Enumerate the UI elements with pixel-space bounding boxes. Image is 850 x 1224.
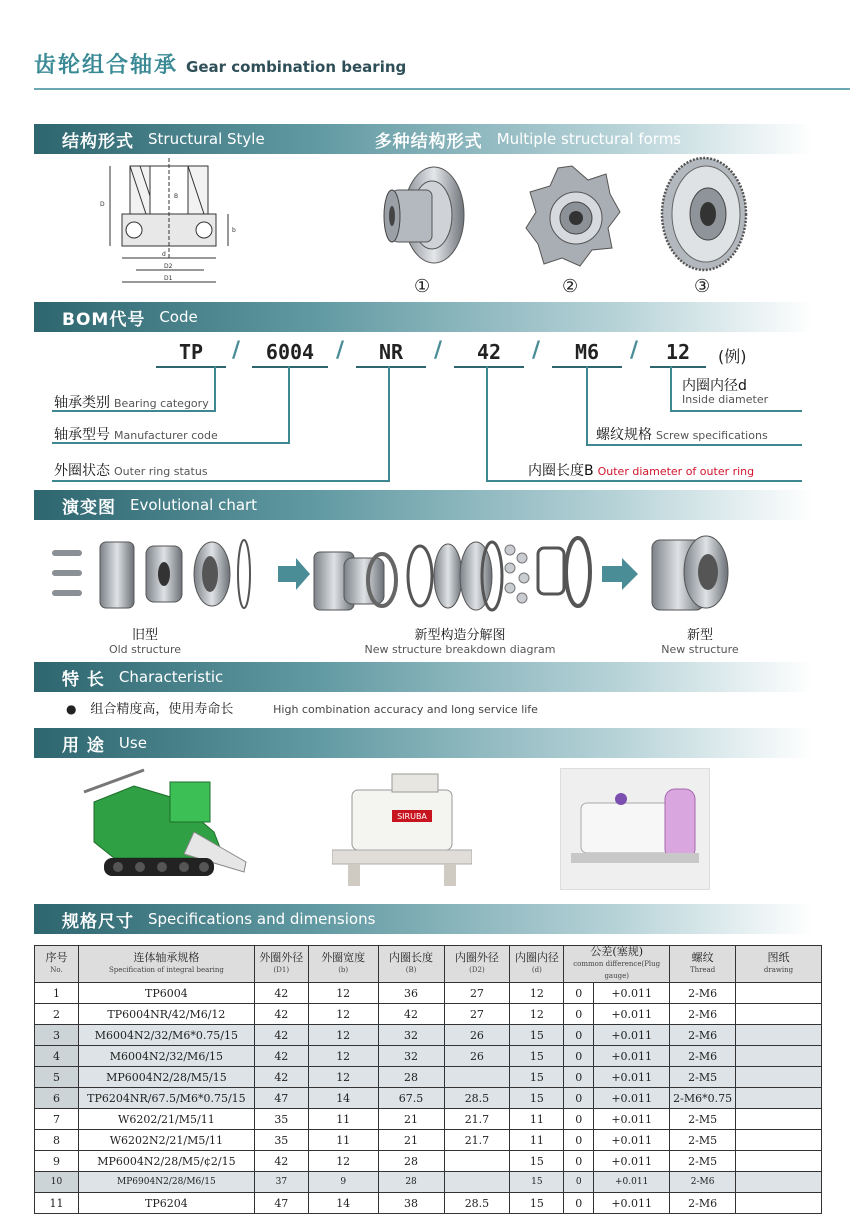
form-2-sprocket-bearing-image — [522, 160, 622, 270]
code-label-category: 轴承类别 Bearing category — [54, 395, 209, 411]
table-cell: 15 — [510, 1193, 564, 1214]
feature-item — [66, 698, 538, 717]
table-cell: 0 — [564, 1067, 594, 1088]
table-cell: 10 — [35, 1172, 79, 1193]
table-cell — [736, 983, 822, 1004]
header-specification: 连体轴承规格 Specification of integral bearing — [78, 946, 254, 983]
table-cell: 0 — [564, 1172, 594, 1193]
code-slash-2: / — [336, 338, 345, 363]
table-cell: 21.7 — [444, 1130, 510, 1151]
band-bom-cn: BOM代号 — [62, 309, 146, 330]
connector-model-v — [288, 366, 290, 444]
table-cell: 28.5 — [444, 1088, 510, 1109]
form-3-gear-wheel-image — [660, 156, 750, 274]
table-cell: 5 — [35, 1067, 79, 1088]
table-cell: 15 — [510, 1151, 564, 1172]
table-cell: 28 — [378, 1151, 444, 1172]
table-row — [35, 1046, 822, 1067]
use-overlock-machine-image — [332, 770, 472, 888]
evolution-new-caption: 新型 New structure — [661, 628, 739, 656]
connector-diameter-h — [670, 410, 802, 412]
form-1-number: ① — [414, 276, 431, 297]
table-cell: 2-M6*0.75 — [670, 1088, 736, 1109]
table-cell: 12 — [308, 1067, 378, 1088]
table-cell: 12 — [308, 1025, 378, 1046]
band-spec-en: Specifications and dimensions — [148, 910, 376, 928]
table-cell: 15 — [510, 1088, 564, 1109]
connector-inner-length-v — [486, 366, 488, 482]
table-cell: 26 — [444, 1025, 510, 1046]
band-spec-cn: 规格尺寸 — [62, 911, 134, 932]
table-cell: 12 — [308, 1151, 378, 1172]
table-cell: W6202/21/M5/11 — [78, 1109, 254, 1130]
spec-table — [34, 945, 822, 1214]
table-cell: 14 — [308, 1088, 378, 1109]
table-cell: 42 — [378, 1004, 444, 1025]
header-tolerance: 公差(塞规) common difference(Plug gauge) — [564, 946, 670, 983]
section-band-evolution — [34, 490, 814, 520]
table-cell — [736, 1130, 822, 1151]
feature-en: High combination accuracy and long service life — [273, 703, 538, 716]
table-cell: 36 — [378, 983, 444, 1004]
spec-table-header — [35, 946, 822, 983]
table-cell: 8 — [35, 1130, 79, 1151]
section-band-bom — [34, 302, 814, 332]
table-cell: 0 — [564, 983, 594, 1004]
table-cell: 2-M5 — [670, 1151, 736, 1172]
table-cell: +0.011 — [594, 1130, 670, 1151]
table-cell: 4 — [35, 1046, 79, 1067]
header-B: 内圈长度 (B) — [378, 946, 444, 983]
table-cell — [736, 1067, 822, 1088]
code-slash-1: / — [232, 338, 241, 363]
table-cell: 2-M6 — [670, 1193, 736, 1214]
table-cell: 35 — [254, 1130, 308, 1151]
cross-section-drawing — [92, 158, 242, 298]
table-cell: 2-M5 — [670, 1130, 736, 1151]
table-cell: 0 — [564, 1193, 594, 1214]
header-thread: 螺纹 Thread — [670, 946, 736, 983]
table-row — [35, 983, 822, 1004]
header-d1: 外圈外径 (D1) — [254, 946, 308, 983]
code-slash-3: / — [434, 338, 443, 363]
table-cell: 6 — [35, 1088, 79, 1109]
table-cell — [736, 1046, 822, 1067]
table-cell: 21 — [378, 1130, 444, 1151]
code-slash-5: / — [630, 338, 639, 363]
header-d2: 内圈外径 (D2) — [444, 946, 510, 983]
table-cell — [736, 1025, 822, 1046]
table-cell: 21 — [378, 1109, 444, 1130]
section-band-specifications — [34, 904, 814, 934]
dim-label-B: B — [174, 193, 179, 200]
table-cell: 15 — [510, 1067, 564, 1088]
band-use-cn: 用 途 — [62, 735, 105, 756]
table-cell — [736, 1088, 822, 1109]
table-cell: 12 — [510, 983, 564, 1004]
table-cell: 2-M6 — [670, 1172, 736, 1193]
table-cell: 42 — [254, 1025, 308, 1046]
table-cell: 2-M5 — [670, 1067, 736, 1088]
table-cell: 11 — [510, 1130, 564, 1151]
table-cell: 15 — [510, 1025, 564, 1046]
connector-inner-length-h — [486, 480, 802, 482]
use-harvester-image — [74, 762, 250, 888]
header-no: 序号 No. — [35, 946, 79, 983]
table-cell: M6004N2/32/M6/15 — [78, 1046, 254, 1067]
table-cell: 2-M6 — [670, 1004, 736, 1025]
table-cell: 47 — [254, 1088, 308, 1109]
table-cell — [444, 1172, 510, 1193]
table-cell — [444, 1151, 510, 1172]
feature-bullet: ● — [66, 702, 77, 716]
table-cell: MP6004N2/28/M5/¢2/15 — [78, 1151, 254, 1172]
evolution-breakdown-caption: 新型构造分解图 New structure breakdown diagram — [364, 628, 556, 656]
connector-outer-h — [52, 480, 390, 482]
table-cell — [736, 1151, 822, 1172]
table-cell: 28 — [378, 1067, 444, 1088]
table-cell: 21.7 — [444, 1109, 510, 1130]
table-cell: 42 — [254, 1067, 308, 1088]
table-cell: 32 — [378, 1025, 444, 1046]
table-cell: 2-M6 — [670, 1025, 736, 1046]
table-cell: MP6904N2/28/M6/15 — [78, 1172, 254, 1193]
table-cell: 42 — [254, 1151, 308, 1172]
table-cell: 0 — [564, 1151, 594, 1172]
table-cell: 12 — [308, 1046, 378, 1067]
table-cell — [736, 1193, 822, 1214]
code-label-inner-diameter: 内圈内径d Inside diameter — [682, 378, 769, 406]
table-cell: 2-M6 — [670, 983, 736, 1004]
code-label-inner-length: 内圈长度B Outer diameter of outer ring — [528, 463, 755, 479]
form-3-number: ③ — [694, 276, 711, 297]
table-cell: 9 — [308, 1172, 378, 1193]
table-cell: 12 — [510, 1004, 564, 1025]
table-cell: +0.011 — [594, 1151, 670, 1172]
table-cell: TP6004NR/42/M6/12 — [78, 1004, 254, 1025]
table-cell: 42 — [254, 1046, 308, 1067]
table-cell: 0 — [564, 1025, 594, 1046]
header-drawing: 图纸 drawing — [736, 946, 822, 983]
table-cell: 27 — [444, 1004, 510, 1025]
table-row — [35, 1067, 822, 1088]
evolution-chart-illustration — [48, 528, 768, 620]
table-cell: +0.011 — [594, 1172, 670, 1193]
table-cell: 27 — [444, 983, 510, 1004]
connector-thread-v — [586, 366, 588, 446]
table-row — [35, 1109, 822, 1130]
table-cell: 3 — [35, 1025, 79, 1046]
table-cell: 37 — [254, 1172, 308, 1193]
band-evolution-cn: 演变图 — [62, 497, 116, 518]
table-cell: 42 — [254, 1004, 308, 1025]
use-industrial-sewing-photo — [560, 768, 710, 890]
page-title — [34, 48, 406, 79]
code-label-outer-ring: 外圈状态 Outer ring status — [54, 463, 208, 479]
table-row — [35, 1130, 822, 1151]
table-cell: +0.011 — [594, 1046, 670, 1067]
section-band-use — [34, 728, 814, 758]
table-cell: 32 — [378, 1046, 444, 1067]
table-cell — [444, 1067, 510, 1088]
table-cell: 11 — [308, 1130, 378, 1151]
table-cell: +0.011 — [594, 1088, 670, 1109]
code-example-mark: (例) — [718, 347, 747, 366]
table-row — [35, 1151, 822, 1172]
table-cell: MP6004N2/28/M5/15 — [78, 1067, 254, 1088]
table-row — [35, 1025, 822, 1046]
table-cell: 0 — [564, 1004, 594, 1025]
table-cell: 0 — [564, 1088, 594, 1109]
table-cell: +0.011 — [594, 983, 670, 1004]
table-row — [35, 1004, 822, 1025]
band-feature-en: Characteristic — [118, 668, 224, 686]
table-cell: 11 — [35, 1193, 79, 1214]
table-cell: +0.011 — [594, 1067, 670, 1088]
table-cell — [736, 1004, 822, 1025]
dim-label-D1: D1 — [164, 275, 173, 282]
table-cell: TP6004 — [78, 983, 254, 1004]
code-part-outer-ring: NR — [356, 340, 426, 368]
table-cell: 11 — [510, 1109, 564, 1130]
table-cell: 67.5 — [378, 1088, 444, 1109]
code-part-thread: M6 — [552, 340, 622, 368]
table-cell: 12 — [308, 1004, 378, 1025]
table-cell: 2-M5 — [670, 1109, 736, 1130]
table-cell — [736, 1109, 822, 1130]
code-part-model: 6004 — [252, 340, 328, 368]
table-cell: 15 — [510, 1172, 564, 1193]
table-cell: 9 — [35, 1151, 79, 1172]
table-cell: 47 — [254, 1193, 308, 1214]
header-d: 内圈内径 (d) — [510, 946, 564, 983]
code-part-category: TP — [156, 340, 226, 368]
band-evolution-en: Evolutional chart — [130, 496, 258, 514]
dim-label-b: b — [232, 227, 236, 234]
table-row — [35, 1088, 822, 1109]
code-label-thread: 螺纹规格 Screw specifications — [596, 427, 768, 443]
table-cell: 26 — [444, 1046, 510, 1067]
table-cell: 7 — [35, 1109, 79, 1130]
header-b: 外圈宽度 (b) — [308, 946, 378, 983]
table-cell: 0 — [564, 1046, 594, 1067]
page-title-en: Gear combination bearing — [186, 58, 407, 76]
code-slash-4: / — [532, 338, 541, 363]
table-cell: +0.011 — [594, 1109, 670, 1130]
code-label-model: 轴承型号 Manufacturer code — [54, 427, 218, 443]
table-row — [35, 1172, 822, 1193]
form-2-number: ② — [562, 276, 579, 297]
band-structural-en: Structural Style — [148, 130, 265, 148]
table-cell: 14 — [308, 1193, 378, 1214]
form-1-gear-bearing-image — [374, 160, 474, 270]
table-cell: M6004N2/32/M6*0.75/15 — [78, 1025, 254, 1046]
table-cell: 2 — [35, 1004, 79, 1025]
section-band-structural — [34, 124, 814, 154]
table-cell: +0.011 — [594, 1025, 670, 1046]
table-cell: 28.5 — [444, 1193, 510, 1214]
connector-thread-h — [586, 444, 802, 446]
table-cell: TP6204 — [78, 1193, 254, 1214]
table-cell: +0.011 — [594, 1193, 670, 1214]
table-row — [35, 1193, 822, 1214]
table-cell: TP6204NR/67.5/M6*0.75/15 — [78, 1088, 254, 1109]
dim-label-d: d — [162, 251, 166, 258]
dim-label-D: D — [100, 201, 105, 208]
connector-outer-v — [388, 366, 390, 482]
band-bom-en: Code — [159, 308, 198, 326]
table-cell: 38 — [378, 1193, 444, 1214]
page-title-cn: 齿轮组合轴承 — [34, 53, 179, 78]
table-cell: 1 — [35, 983, 79, 1004]
title-divider — [34, 88, 850, 90]
table-cell: W6202N2/21/M5/11 — [78, 1130, 254, 1151]
table-cell: 15 — [510, 1046, 564, 1067]
section-band-characteristic — [34, 662, 814, 692]
table-cell: 11 — [308, 1109, 378, 1130]
table-cell: 0 — [564, 1109, 594, 1130]
table-cell: 2-M6 — [670, 1046, 736, 1067]
connector-category-v — [214, 366, 216, 412]
table-cell: 35 — [254, 1109, 308, 1130]
band-feature-cn: 特 长 — [62, 669, 105, 690]
band-multiple-cn: 多种结构形式 — [374, 131, 483, 152]
table-cell: 12 — [308, 983, 378, 1004]
table-cell — [736, 1172, 822, 1193]
table-cell: 0 — [564, 1130, 594, 1151]
code-part-inner-length: 42 — [454, 340, 524, 368]
table-cell: +0.011 — [594, 1004, 670, 1025]
evolution-old-caption: 旧型 Old structure — [108, 628, 182, 656]
machine-brand: SIRUBA — [397, 812, 427, 821]
band-use-en: Use — [118, 734, 147, 752]
band-multiple-en: Multiple structural forms — [496, 130, 682, 148]
band-structural-cn: 结构形式 — [62, 131, 134, 152]
dim-label-D2: D2 — [164, 263, 173, 270]
feature-cn: 组合精度高，使用寿命长 — [90, 702, 234, 717]
table-cell: 42 — [254, 983, 308, 1004]
connector-diameter-v — [670, 366, 672, 412]
code-part-inner-diameter: 12 — [650, 340, 706, 368]
table-cell: 28 — [378, 1172, 444, 1193]
